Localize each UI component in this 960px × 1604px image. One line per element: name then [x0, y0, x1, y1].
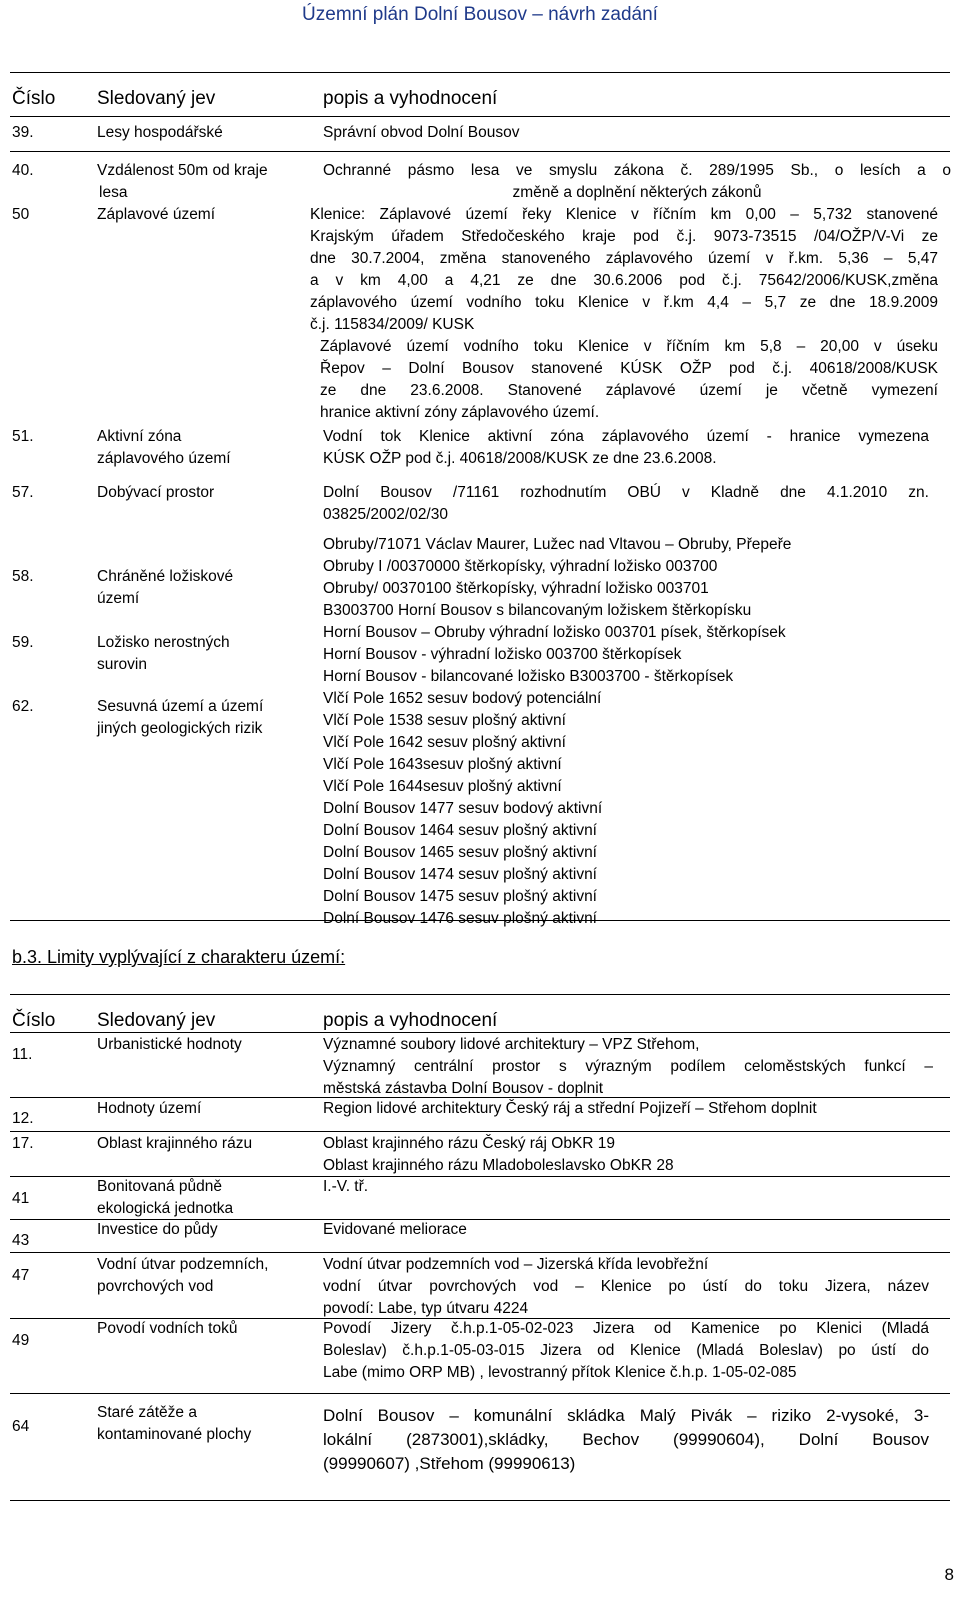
list-item: Dolní Bousov 1465 sesuv plošný aktivní	[323, 844, 597, 861]
list-item: Horní Bousov - výhradní ložisko 003700 štěrkopísek	[323, 646, 682, 663]
row-49-feature: Povodí vodních toků	[97, 1320, 238, 1337]
row-47-number: 47	[12, 1267, 30, 1284]
column-header-feature: Sledovaný jev	[97, 88, 216, 109]
row-12-description: Region lidové architektury Český ráj a střední Pojizeří – Střehom doplnit	[323, 1100, 817, 1117]
list-item: Horní Bousov – Obruby výhradní ložisko 003701 písek, štěrkopísek	[323, 624, 786, 641]
row-57-description: Dolní Bousov /71161 rozhodnutím OBÚ v Kladně dne 4.1.2010 zn. 03825/2002/02/30	[323, 484, 929, 523]
row-41-feature: Bonitovaná půdně ekologická jednotka	[97, 1178, 234, 1217]
table-rule	[10, 1252, 950, 1253]
column-header-number: Číslo	[12, 1010, 56, 1031]
row-58-feature: Chráněné ložiskové území	[97, 568, 234, 607]
list-item: Vlčí Pole 1652 sesuv bodový potenciální	[323, 690, 602, 707]
row-12-feature: Hodnoty území	[97, 1100, 202, 1117]
list-item: Obruby/71071 Václav Maurer, Lužec nad Vltavou – Obruby, Přepeře	[323, 536, 792, 553]
row-59-number: 59.	[12, 634, 34, 651]
row-62-feature: Sesuvná území a území jiných geologických rizik	[97, 698, 264, 737]
row-43-number: 43	[12, 1232, 30, 1249]
table-rule	[10, 1500, 950, 1501]
table-rule	[10, 1393, 950, 1394]
table-rule	[10, 151, 950, 152]
table-rule	[10, 994, 950, 995]
row-17-description: Oblast krajinného rázu Český ráj ObKR 19 Oblast krajinného rázu Mladoboleslavsko ObKR 28	[323, 1135, 674, 1174]
row-50-description: Klenice: Záplavové území řeky Klenice v říčním km 0,00 – 5,732 stanovené Krajským úřadem Středočeského kraje pod č.j. 9073-73515 /04/OŽP/V-Vi ze dne 30.7.2004, změna stanoveného záplavového území v ř.km. 5,36 – 5,47 a v km 4,00 a 4,21 ze dne 30.6.2006 pod č.j. 75642/2006/KUSK,změna záplavového území vodního toku Klenice v ř.km 4,4 – 5,7 ze dne 18.9.2009 č.j. 115834/2009/ KUSK Záplavové území vodního toku Klenice v říčním km 5,8 – 20,00 v úseku Řepov – Dolní Bousov stanovené KÚSK OŽP pod č.j. 40618/2008/KUSK ze dne 23.6.2008. Stanovené záplavové území je včetně vymezení hranice aktivní zóny záplavového území.	[310, 206, 938, 421]
row-11-feature: Urbanistické hodnoty	[97, 1036, 242, 1053]
page-number: 8	[944, 1565, 954, 1584]
row-11-description: Významné soubory lidové architektury – VPZ Střehom, Významný centrální prostor s výrazným podílem celoměstských funkcí – městská zástavba Dolní Bousov - doplnit	[323, 1036, 933, 1097]
row-47-feature: Vodní útvar podzemních, povrchových vod	[97, 1256, 269, 1295]
column-header-number: Číslo	[12, 88, 56, 109]
row-64-feature: Staré zátěže a kontaminované plochy	[97, 1404, 252, 1443]
row-57-feature: Dobývací prostor	[97, 484, 215, 501]
row-58-number: 58.	[12, 568, 34, 585]
page-header-title: Územní plán Dolní Bousov – návrh zadání	[302, 4, 658, 25]
list-item: Obruby I /00370000 štěrkopísky, výhradní ložisko 003700	[323, 558, 718, 575]
row-47-description: Vodní útvar podzemních vod – Jizerská křída levobřežní vodní útvar povrchových vod – Klenice po ústí do toku Jizera, název povodí: Labe, typ útvaru 4224	[323, 1256, 929, 1317]
list-item: Dolní Bousov 1475 sesuv plošný aktivní	[323, 888, 597, 905]
row-41-description: I.-V. tř.	[323, 1178, 369, 1195]
row-43-feature: Investice do půdy	[97, 1221, 218, 1238]
list-item: Dolní Bousov 1476 sesuv plošný aktivní	[323, 910, 597, 927]
row-62-number: 62.	[12, 698, 34, 715]
table-rule	[10, 920, 950, 921]
row-51-number: 51.	[12, 428, 34, 445]
section-title: b.3. Limity vyplývající z charakteru území:	[12, 947, 346, 967]
list-item: Horní Bousov - bilancované ložisko B3003700 - štěrkopísek	[323, 668, 734, 685]
row-49-description: Povodí Jizery č.h.p.1-05-02-023 Jizera od Kamenice po Klenici (Mladá Boleslav) č.h.p.1-05-03-015 Jizera od Klenice (Mladá Boleslav) po ústí do Labe (mimo ORP MB) , levostranný přítok Klenice č.h.p. 1-05-02-085	[323, 1320, 929, 1381]
row-12-number: 12.	[12, 1110, 34, 1127]
row-39-feature: Lesy hospodářské	[97, 124, 223, 141]
list-item: Vlčí Pole 1644sesuv plošný aktivní	[323, 778, 562, 795]
row-39-description: Správní obvod Dolní Bousov	[323, 124, 520, 141]
row-39-number: 39.	[12, 124, 34, 141]
row-50-number: 50	[12, 206, 30, 223]
list-item: B3003700 Horní Bousov s bilancovaným ložiskem štěrkopísku	[323, 602, 752, 619]
column-header-description: popis a vyhodnocení	[323, 88, 498, 109]
row-57-number: 57.	[12, 484, 34, 501]
row-64-number: 64	[12, 1418, 30, 1435]
list-item: Dolní Bousov 1477 sesuv bodový aktivní	[323, 800, 603, 817]
list-item: Vlčí Pole 1642 sesuv plošný aktivní	[323, 734, 566, 751]
row-41-number: 41	[12, 1190, 30, 1207]
row-43-description: Evidované meliorace	[323, 1221, 467, 1238]
row-50-feature: Záplavové území	[97, 206, 216, 223]
list-item: Dolní Bousov 1474 sesuv plošný aktivní	[323, 866, 597, 883]
table-rule	[10, 72, 950, 73]
row-17-number: 17.	[12, 1135, 34, 1152]
table-rule	[10, 1131, 950, 1132]
list-item: Vlčí Pole 1538 sesuv plošný aktivní	[323, 712, 566, 729]
row-40-feature: Vzdálenost 50m od kraje lesa	[97, 162, 268, 201]
row-40-description: Ochranné pásmo lesa ve smyslu zákona č. 289/1995 Sb., o lesích a o změně a doplnění některých zákonů	[323, 162, 951, 201]
row-11-number: 11.	[12, 1046, 33, 1063]
list-item: Obruby/ 00370100 štěrkopísky, výhradní ložisko 003701	[323, 580, 709, 597]
row-59-feature: Ložisko nerostných surovin	[97, 634, 230, 673]
table-rule	[10, 1032, 950, 1033]
deposit-and-landslide-list	[323, 534, 951, 930]
row-17-feature: Oblast krajinného rázu	[97, 1135, 253, 1152]
column-header-description: popis a vyhodnocení	[323, 1010, 498, 1031]
row-40-number: 40.	[12, 162, 34, 179]
row-49-number: 49	[12, 1332, 30, 1349]
list-item: Dolní Bousov 1464 sesuv plošný aktivní	[323, 822, 597, 839]
column-header-feature: Sledovaný jev	[97, 1010, 216, 1031]
row-51-feature: Aktivní zóna záplavového území	[97, 428, 231, 467]
row-64-description: Dolní Bousov – komunální skládka Malý Pivák – riziko 2-vysoké, 3- lokální (2873001),skládky, Bechov (99990604), Dolní Bousov (99990607) ,Střehom (99990613)	[323, 1406, 929, 1473]
list-item: Vlčí Pole 1643sesuv plošný aktivní	[323, 756, 562, 773]
row-51-description: Vodní tok Klenice aktivní zóna záplavového území - hranice vymezena KÚSK OŽP pod č.j. 40618/2008/KUSK ze dne 23.6.2008.	[323, 428, 929, 467]
table-rule	[10, 116, 950, 117]
